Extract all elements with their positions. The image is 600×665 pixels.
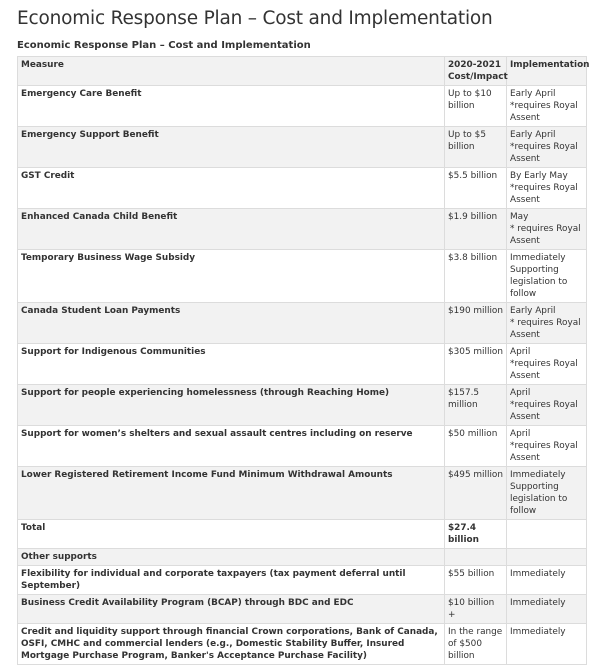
row-cost: Up to $5 billion [445,127,507,168]
total-row [18,520,587,549]
row-implementation: April *requires Royal Assent [507,385,587,426]
row-measure: Business Credit Availability Program (BCAP) through BDC and EDC [18,595,445,624]
row-implementation: Immediately [507,624,587,665]
table-row [18,344,587,385]
row-measure: Flexibility for individual and corporate taxpayers (tax payment deferral until September) [18,566,445,595]
table-header-row [18,57,587,86]
total-implementation [507,520,587,549]
row-measure: Canada Student Loan Payments [18,303,445,344]
header-cost: 2020-2021 Cost/Impact [445,57,507,86]
table-row [18,303,587,344]
row-measure: Emergency Support Benefit [18,127,445,168]
row-implementation: Early April *requires Royal Assent [507,86,587,127]
row-implementation: Early April *requires Royal Assent [507,127,587,168]
table-row [18,86,587,127]
row-measure: Emergency Care Benefit [18,86,445,127]
row-cost: $190 million [445,303,507,344]
row-implementation: Early April * requires Royal Assent [507,303,587,344]
row-implementation: April *requires Royal Assent [507,426,587,467]
cost-implementation-table [17,56,590,665]
row-implementation: May * requires Royal Assent [507,209,587,250]
page-title: Economic Response Plan – Cost and Implementation [17,8,493,29]
row-measure: Lower Registered Retirement Income Fund Minimum Withdrawal Amounts [18,467,445,520]
row-measure: Enhanced Canada Child Benefit [18,209,445,250]
row-measure: Temporary Business Wage Subsidy [18,250,445,303]
header-measure: Measure [18,57,445,86]
row-implementation: By Early May *requires Royal Assent [507,168,587,209]
row-implementation: Immediately [507,566,587,595]
other-supports-header-row [18,549,587,566]
table-row [18,467,587,520]
row-cost: $157.5 million [445,385,507,426]
header-implementation: Implementation [507,57,587,86]
row-cost: $305 million [445,344,507,385]
row-measure: Credit and liquidity support through financial Crown corporations, Bank of Canada, OSFI, CMHC and commercial lenders (e.g., Domestic Stability Buffer, Insured Mortgage Purchase Program, Banker's Acceptance Purchase Facility) [18,624,445,665]
table-row [18,209,587,250]
table-row [18,624,587,665]
row-measure: Support for people experiencing homelessness (through Reaching Home) [18,385,445,426]
row-cost: $495 million [445,467,507,520]
other-supports-label: Other supports [18,549,445,566]
table-row [18,385,587,426]
row-cost: $3.8 billion [445,250,507,303]
table-row [18,250,587,303]
row-implementation: April *requires Royal Assent [507,344,587,385]
row-measure: Support for women’s shelters and sexual assault centres including on reserve [18,426,445,467]
row-implementation: Immediately Supporting legislation to follow [507,467,587,520]
table-caption: Economic Response Plan – Cost and Implementation [17,40,311,51]
row-cost: Up to $10 billion [445,86,507,127]
row-cost: $50 million [445,426,507,467]
row-cost: $10 billion + [445,595,507,624]
row-cost [445,549,507,566]
table-row [18,127,587,168]
row-implementation [507,549,587,566]
row-implementation: Immediately [507,595,587,624]
row-cost: In the range of $500 billion [445,624,507,665]
row-cost: $55 billion [445,566,507,595]
row-measure: Support for Indigenous Communities [18,344,445,385]
row-measure: GST Credit [18,168,445,209]
total-cost: $27.4 billion [445,520,507,549]
table-row [18,168,587,209]
table-row [18,426,587,467]
table-row [18,566,587,595]
table-row [18,595,587,624]
row-cost: $5.5 billion [445,168,507,209]
total-label: Total [18,520,445,549]
row-implementation: Immediately Supporting legislation to follow [507,250,587,303]
row-cost: $1.9 billion [445,209,507,250]
